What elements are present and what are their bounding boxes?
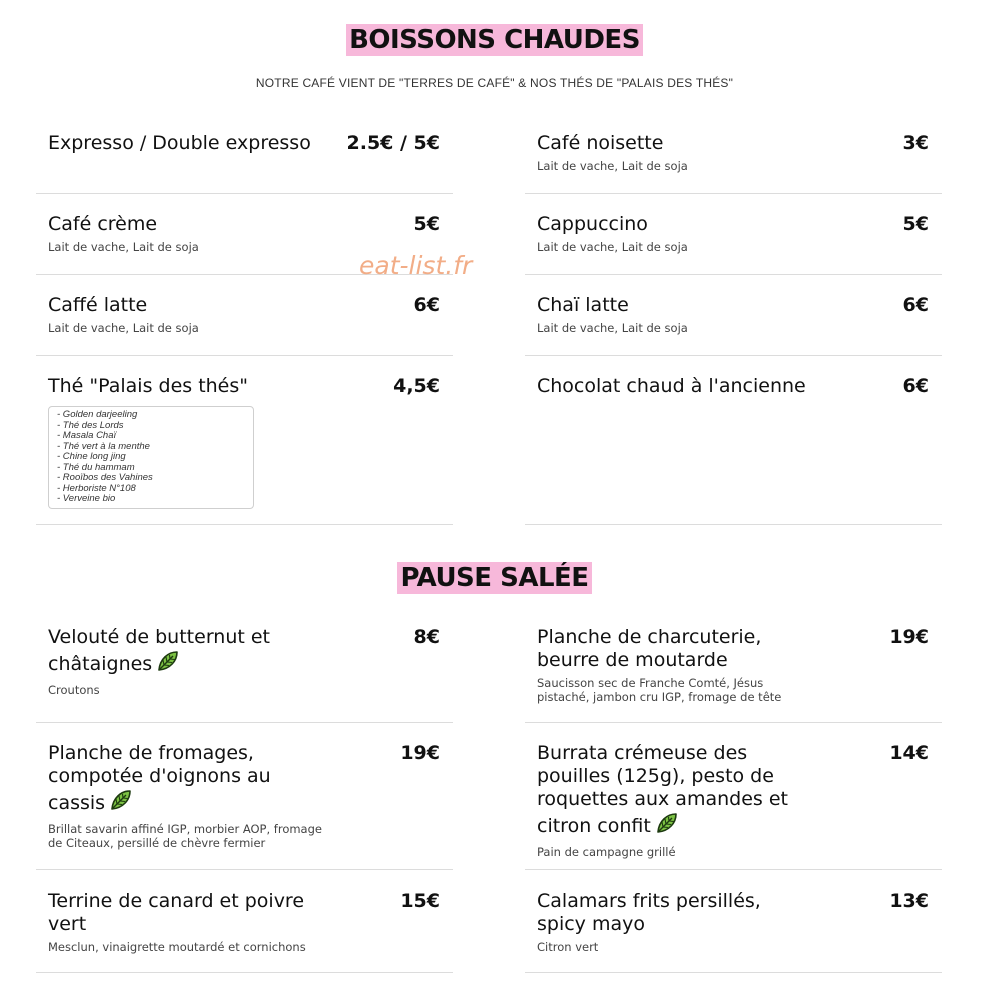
item-name-line: Terrine de canard et poivre [48,890,305,912]
item-name-text: châtaignes [48,653,153,675]
item-name: Thé "Palais des thés" [48,375,249,397]
item-name-line: Calamars frits persillés, [537,890,761,912]
item-price: 13€ [889,890,929,912]
item-name: Café noisette [537,132,664,154]
item-description: Lait de vache, Lait de soja [48,321,199,335]
item-price: 6€ [902,375,929,397]
tea-list-item: - Thé vert à la menthe [57,440,150,452]
item-description: Lait de vache, Lait de soja [537,240,688,254]
leaf-icon [655,811,679,841]
item-name: Café crème [48,213,158,235]
item-description-line: pistaché, jambon cru IGP, fromage de tête [537,690,782,704]
item-name-line: Planche de charcuterie, [537,626,762,648]
item-name-line [537,811,941,841]
item-name-line: compotée d'oignons au [48,765,271,787]
tea-list-item: - Chine long jing [57,451,126,462]
item-name-text: cassis [48,792,106,814]
menu-item [525,198,941,275]
divider [525,722,942,723]
item-name: Cappuccino [537,213,648,235]
item-price: 15€ [400,890,440,912]
item-name: Chaï latte [537,294,629,316]
item-description-line: Brillat savarin affiné IGP, morbier AOP, fromage [48,822,322,836]
section-title-boissons [0,24,989,56]
item-name-line: Velouté de butternut et [48,626,271,648]
menu-item [36,117,452,194]
divider [36,355,453,356]
item-name: Expresso / Double expresso [48,132,311,154]
item-name-text: citron confit [537,815,651,837]
item-description-line: de Citeaux, persillé de chèvre fermier [48,836,266,850]
item-description: Pain de campagne grillé [537,845,676,859]
menu-item [525,279,941,356]
section-title-pause [0,562,989,594]
tea-list-item: - Golden darjeeling [57,409,138,420]
item-name-line: Planche de fromages, [48,742,254,764]
item-price: 8€ [413,626,440,648]
item-price: 2.5€ / 5€ [346,132,440,154]
item-description: Lait de vache, Lait de soja [537,321,688,335]
item-name-line: spicy mayo [537,913,645,935]
divider [525,274,942,275]
divider [36,524,453,525]
item-price: 14€ [889,742,929,764]
watermark-text: eat-list.fr [359,251,473,280]
item-name-line [48,788,452,818]
item-description: Lait de vache, Lait de soja [48,240,199,254]
item-name-line: beurre de moutarde [537,649,728,671]
item-price: 4,5€ [393,375,440,397]
tea-list-item: - Verveine bio [57,493,116,504]
divider [525,355,942,356]
item-price: 19€ [400,742,440,764]
item-price: 5€ [902,213,929,235]
item-description: Mesclun, vinaigrette moutardé et cornichons [48,940,306,954]
divider [525,972,942,973]
divider [525,524,942,525]
tea-list-item: - Herboriste N°108 [57,482,136,494]
item-name-line: Burrata crémeuse des [537,742,748,764]
tea-list-item: - Thé du hammam [57,461,135,473]
divider [36,193,453,194]
item-price: 6€ [413,294,440,316]
divider [36,722,453,723]
menu-item [36,279,452,356]
divider [525,193,942,194]
item-name-line: roquettes aux amandes et [537,788,788,810]
tea-list-item: - Rooïbos des Vahines [57,472,153,483]
item-name: Caffé latte [48,294,148,316]
item-name: Chocolat chaud à l'ancienne [537,375,806,397]
divider [525,869,942,870]
tea-list-item: - Masala Chaï [57,430,117,441]
item-price: 5€ [413,213,440,235]
item-description: Lait de vache, Lait de soja [537,159,688,173]
item-description-line: Saucisson sec de Franche Comté, Jésus [537,676,764,690]
section-title-boissons-text: BOISSONS CHAUDES [346,24,643,56]
item-description: Croutons [48,683,100,697]
tea-list-item: - Thé des Lords [57,419,124,431]
tea-list-box [48,406,254,509]
item-name-line: vert [48,913,87,935]
section-subtitle: NOTRE CAFÉ VIENT DE "TERRES DE CAFÉ" & NOS THÉS DE "PALAIS DES THÉS" [255,76,734,90]
leaf-icon [109,788,133,818]
divider [36,972,453,973]
item-name-line [48,649,452,679]
section-title-pause-text: PAUSE SALÉE [397,562,591,594]
item-price: 6€ [902,294,929,316]
item-price: 3€ [902,132,929,154]
item-name-line: pouilles (125g), pesto de [537,765,774,787]
item-price: 19€ [889,626,929,648]
leaf-icon [156,649,180,679]
divider [36,869,453,870]
menu-item [36,360,452,525]
item-description: Citron vert [537,940,599,954]
menu-item [525,117,941,194]
menu-item [525,360,941,525]
